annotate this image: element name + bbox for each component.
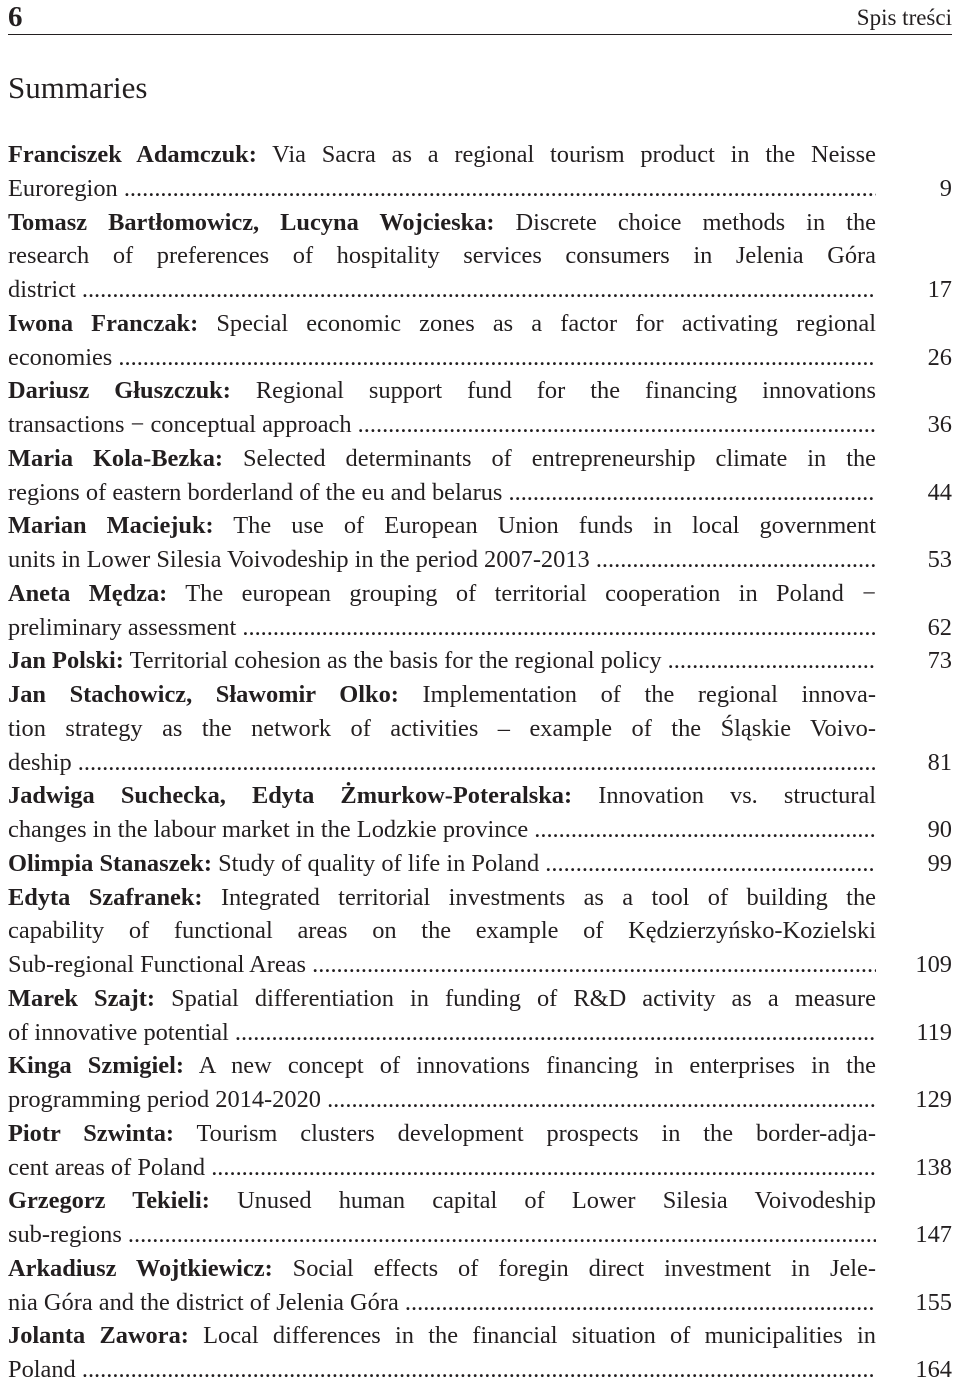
entry-line [8,442,876,476]
entry-author: Jolanta Zawora: [8,1322,189,1350]
entry-title-text: Implementation of the regional innova- [422,681,876,708]
entry-page-number: 109 [915,951,952,978]
entry-line [8,1083,876,1117]
toc-entry[interactable] [8,307,952,375]
entry-title-text: Regional support fund for the financing innovations [255,377,876,405]
entry-title-text: district ..... [8,276,876,303]
toc-entry[interactable] [8,374,952,442]
entry-title-text: Selected determinants of entrepreneurship climate in the [242,444,876,472]
entry-page-number: 36 [927,411,952,438]
entry-line [8,1319,876,1353]
toc-entry[interactable] [8,509,952,577]
entry-line [8,1049,876,1083]
entry-title-text: Integrated territorial investments as a tool of building the [220,883,876,911]
entry-title-text: changes in the labour market in the Lodzkie province ..... [8,816,876,843]
entry-title-text: Euroregion ..... [8,175,876,202]
entry-title-text: Via Sacra as a regional tourism product in the Neisse [272,141,876,168]
toc-entry[interactable] [8,577,952,645]
toc-entry[interactable] [8,982,952,1050]
toc-entry[interactable] [8,1184,952,1252]
toc-entry[interactable] [8,138,952,206]
entry-page-number: 155 [915,1288,952,1316]
entry-page-number: 164 [915,1356,952,1383]
entry-line [8,712,876,746]
entry-title-text: transactions − conceptual approach ..... [8,411,876,438]
entry-line [8,1252,876,1286]
entry-line [8,914,876,948]
entry-title-text: regions of eastern borderland of the eu and belarus ..... [8,479,876,506]
entry-title-text: Discrete choice methods in the [515,208,876,236]
entry-title-text: preliminary assessment ..... [8,614,876,641]
toc-entry[interactable] [8,1117,952,1185]
entry-author: Aneta Mędza: [8,579,168,607]
entry-title-text: of innovative potential ..... [8,1019,876,1046]
entry-author: Maria Kola-Bezka: [8,444,224,472]
toc-entry[interactable] [8,1252,952,1320]
entry-author: Edyta Szafranek: [8,883,203,911]
entry-line [8,678,876,712]
entry-author: Jan Stachowicz, Sławomir Olko: [8,681,399,708]
entry-line [8,476,876,510]
entry-page-number: 53 [927,546,952,573]
entry-line [8,206,876,240]
entry-line [8,543,876,577]
entry-author: Franciszek Adamczuk: [8,141,257,168]
toc-entry[interactable] [8,1049,952,1117]
entry-title-text: Local differences in the financial situation of municipalities in [203,1322,876,1350]
entry-line [8,273,876,307]
entry-author: Marian Maciejuk: [8,512,214,540]
entry-title-text: programming period 2014-2020 ..... [8,1086,876,1113]
entry-author: Tomasz Bartłomowicz, Lucyna Wojcieska: [8,208,495,236]
running-head: Spis treści [856,5,952,30]
entry-title-text: units in Lower Silesia Voivodeship in the period 2007-2013 ..... [8,546,876,573]
entry-title-text: sub-regions ..... [8,1221,876,1248]
entry-page-number: 26 [927,343,952,371]
entry-author: Dariusz Głuszczuk: [8,377,231,405]
entry-line [8,644,876,678]
entry-author: Jadwiga Suchecka, Edyta Żmurkow-Poteralska: [8,782,573,810]
entry-line [8,1286,876,1320]
table-of-contents [8,138,952,1387]
entry-line [8,982,876,1016]
entry-line [8,307,876,341]
entry-title-text: Tourism clusters development prospects in the border-adja- [196,1119,876,1147]
toc-entry[interactable] [8,442,952,510]
entry-page-number: 138 [915,1153,952,1181]
entry-title-text: Special economic zones as a factor for activating regional [216,309,876,337]
entry-line [8,577,876,611]
entry-line [8,1016,876,1050]
entry-author: Iwona Franczak: [8,309,199,337]
entry-title-text: A new concept of innovations financing in enterprises in the [198,1052,876,1080]
entry-title-text: Poland ..... [8,1356,876,1383]
toc-entry[interactable] [8,881,952,982]
entry-line [8,1353,876,1387]
entry-page-number: 119 [916,1018,952,1046]
entry-title-text: tion strategy as the network of activities – example of the Śląskie Voivo- [8,714,876,742]
entry-page-number: 90 [927,816,952,843]
page-header [8,0,952,35]
entry-line [8,1151,876,1185]
entry-line [8,239,876,273]
entry-line [8,172,876,206]
entry-line [8,611,876,645]
toc-entry[interactable] [8,847,952,881]
entry-title-text: Unused human capital of Lower Silesia Voivodeship [237,1187,876,1215]
entry-line [8,509,876,543]
entry-line [8,881,876,915]
entry-line [8,1117,876,1151]
entry-line [8,1184,876,1218]
entry-line [8,779,876,813]
entry-line [8,746,876,780]
entry-page-number: 17 [927,276,952,303]
entry-line [8,408,876,442]
entry-title-text: deship ..... [8,749,876,776]
entry-author: Kinga Szmigiel: [8,1052,184,1080]
section-title: Summaries [8,70,148,105]
entry-title-text: Territorial cohesion as the basis for the regional policy ..... [130,647,876,674]
entry-title-text: Innovation vs. structural [598,782,876,810]
entry-line [8,1218,876,1252]
toc-entry[interactable] [8,678,952,779]
entry-page-number: 129 [915,1086,952,1113]
entry-page-number: 99 [927,849,952,877]
entry-author: Grzegorz Tekieli: [8,1187,210,1215]
entry-page-number: 62 [927,613,952,641]
entry-page-number: 44 [927,478,952,506]
toc-entry[interactable] [8,206,952,307]
entry-page-number: 9 [939,174,952,202]
entry-title-text: capability of functional areas on the example of Kędzierzyńsko-Kozielski [8,917,876,945]
entry-page-number: 81 [927,748,952,776]
entry-line [8,341,876,375]
entry-title-text: Study of quality of life in Poland ..... [218,850,876,877]
page-number: 6 [8,1,23,33]
entry-title-text: The use of European Union funds in local government [233,512,876,540]
entry-title-text: nia Góra and the district of Jelenia Góra ..... [8,1289,876,1316]
toc-entry[interactable] [8,644,952,678]
entry-line [8,948,876,982]
entry-title-text: economies ..... [8,344,876,371]
entry-author: Arkadiusz Wojtkiewicz: [8,1254,273,1282]
entry-author: Marek Szajt: [8,984,156,1012]
entry-title-text: The european grouping of territorial cooperation in Poland − [185,579,876,607]
toc-entry[interactable] [8,779,952,847]
entry-line [8,374,876,408]
entry-title-text: cent areas of Poland ..... [8,1154,876,1181]
entry-author: Olimpia Stanaszek: [8,849,212,877]
entry-author: Piotr Szwinta: [8,1119,175,1147]
entry-title-text: research of preferences of hospitality services consumers in Jelenia Góra [8,242,876,270]
entry-title-text: Social effects of foregin direct investment in Jele- [292,1254,876,1282]
entry-page-number: 147 [915,1221,952,1248]
entry-line [8,138,876,172]
entry-title-text: Sub-regional Functional Areas ..... [8,951,876,978]
entry-title-text: Spatial differentiation in funding of R&D activity as a measure [171,984,876,1012]
entry-page-number: 73 [927,647,952,675]
entry-author: Jan Polski: [8,647,124,675]
entry-line [8,847,876,881]
entry-line [8,813,876,847]
